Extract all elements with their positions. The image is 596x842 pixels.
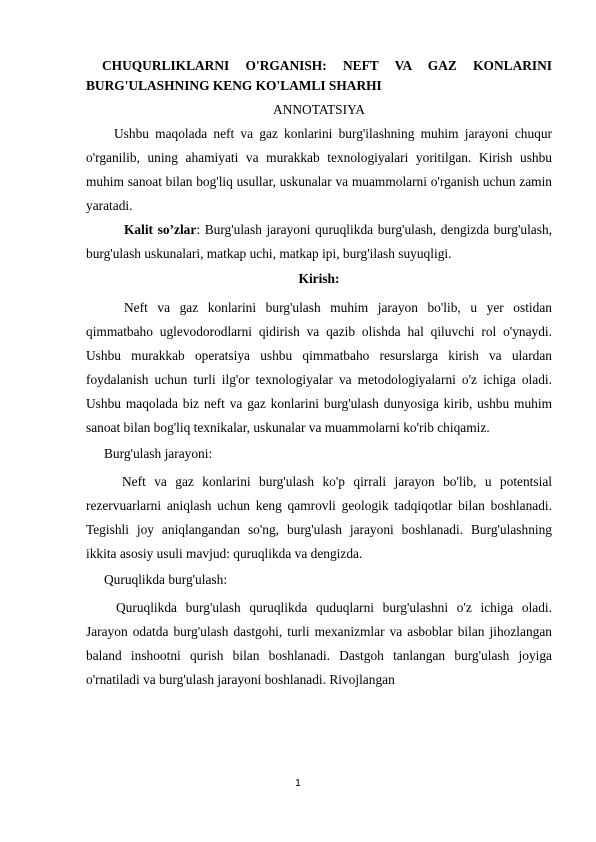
onshore-heading: Quruqlikda burg'ulash: xyxy=(104,572,228,587)
keywords-paragraph xyxy=(86,218,552,266)
intro-paragraph: Neft va gaz konlarini burg'ulash muhim jarayon bo'lib, u yer ostidan qimmatbaho uglevodorodlarni qidirish va qazib olishda hal qiluvchi rol o'ynaydi. Ushbu murakkab operatsiya ushbu qimmatbaho resurslarga kirish va ulardan foydalanish uchun turli ilg'or texnologiyalar va metodologiyalarni o'z ichiga oladi. Ushbu maqolada biz neft va gaz konlarini burg'ulash dunyosiga kirib, ushbu muhim sanoat bilan bog'liq texnikalar, uskunalar va muammolarni ko'rib chiqamiz. xyxy=(86,300,552,435)
intro-heading: Kirish: xyxy=(298,271,340,286)
document-title xyxy=(86,56,552,96)
annotation-heading: ANNOTATSIYA xyxy=(273,102,365,117)
process-heading: Burg'ulash jarayoni: xyxy=(104,446,213,461)
keywords-text: : Burg'ulash jarayoni quruqlikda burg'ulash, dengizda burg'ulash, burg'ulash uskunalari, matkap uchi, matkap ipi, burg'ilash suyuqligi. xyxy=(86,222,552,261)
document-body xyxy=(86,56,552,692)
process-paragraph: Neft va gaz konlarini burg'ulash ko'p qirrali jarayon bo'lib, u potentsial rezervuarlarni aniqlash uchun keng qamrovli geologik tadqiqotlar bilan boshlanadi. Tegishli joy aniqlangandan so'ng, burg'ulash jarayoni boshlanadi. Burg'ulashning ikkita asosiy usuli mavjud: quruqlikda va dengizda. xyxy=(86,474,552,561)
page-number: 1 xyxy=(295,778,301,789)
annotation-paragraph: Ushbu maqolada neft va gaz konlarini burg'ilashning muhim jarayoni chuqur o'rganilib, uning ahamiyati va murakkab texnologiyalari yoritilgan. Kirish ushbu muhim sanoat bilan bog'liq usullar, uskunalar va muammolarni o'rganish uchun zamin yaratadi. xyxy=(86,126,552,213)
onshore-paragraph: Quruqlikda burg'ulash quruqlikda quduqlarni burg'ulashni o'z ichiga oladi. Jarayon odatda burg'ulash dastgohi, turli mexanizmlar va asboblar bilan jihozlangan baland inshootni qurish bilan boshlanadi. Dastgoh tanlangan burg'ulash joyiga o'rnatiladi va burg'ulash jarayoni boshlanadi. Rivojlangan xyxy=(86,600,552,687)
title-line-2: BURG'ULASHNING KENG KO'LAMLI SHARHI xyxy=(86,78,382,93)
keywords-label: Kalit so’zlar xyxy=(124,222,197,237)
title-line-1: CHUQURLIKLARNI O'RGANISH: NEFT VA GAZ KONLARINI xyxy=(102,58,552,73)
